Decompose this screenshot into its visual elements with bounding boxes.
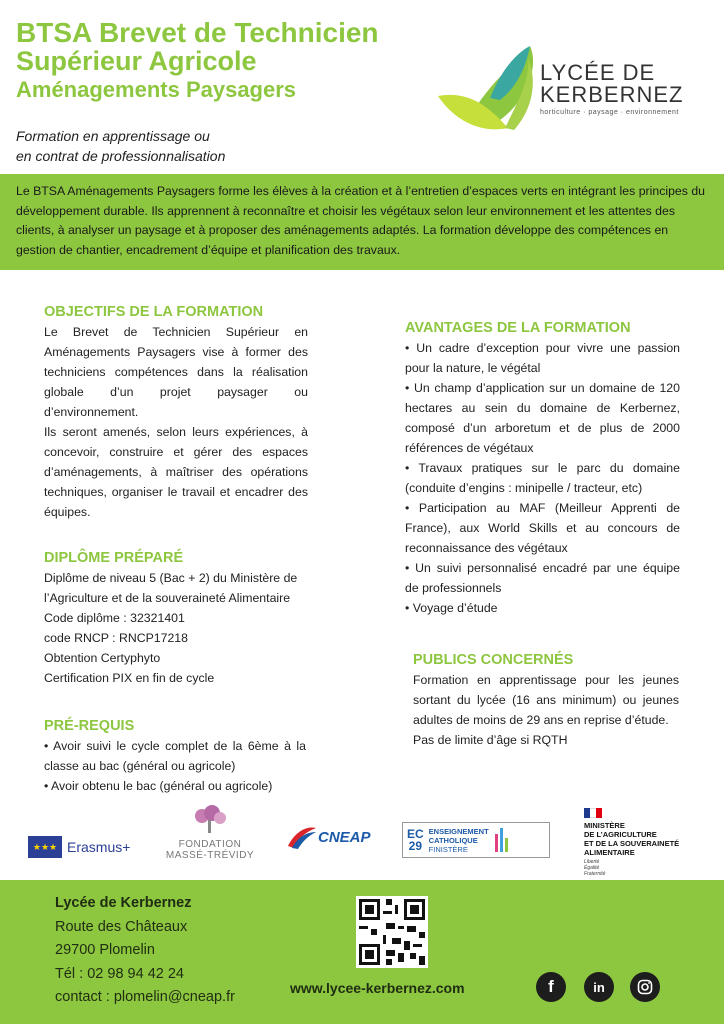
avantages-section: [405, 318, 680, 618]
fondation-line-2: MASSÉ-TRÉVIDY: [165, 850, 255, 861]
cneap-swoosh-icon: [286, 824, 318, 850]
footer-address: [55, 892, 235, 1010]
marianne-flag-icon: [584, 808, 602, 818]
title-line-1: BTSA Brevet de Technicien: [16, 17, 379, 48]
facebook-icon[interactable]: [536, 972, 566, 1002]
avantages-item: • Un cadre d’exception pour vivre une passion pour la nature, le végétal: [405, 341, 680, 375]
objectifs-heading: OBJECTIFS DE LA FORMATION: [44, 304, 264, 320]
prerequis-section: [44, 716, 306, 796]
school-logo-line-1: LYCÉE DE: [540, 60, 656, 85]
school-logo-tagline: horticulture · paysage · environnement: [540, 109, 679, 116]
diplome-heading: DIPLÔME PRÉPARÉ: [44, 550, 184, 566]
ec29-bars-icon: [495, 828, 508, 852]
ministere-line-1: MINISTÈRE: [584, 821, 625, 830]
diplome-line: Certification PIX en fin de cycle: [44, 671, 215, 685]
ec29-badge: [407, 828, 424, 852]
devise-2: Égalité: [584, 865, 600, 871]
eu-flag-icon: ★★★: [28, 836, 62, 858]
title-line-3: Aménagements Paysagers: [16, 76, 297, 102]
ec-line-1: EC: [407, 827, 424, 841]
ec-text-3: FINISTÈRE: [428, 844, 468, 854]
objectifs-paragraph-1: Le Brevet de Technicien Supérieur en Aménagements Paysagers vise à former des techniciens compétences dans la réalisation globale d’un projet paysager ou d’environnement.: [44, 325, 308, 419]
publics-heading: PUBLICS CONCERNÉS: [413, 652, 574, 668]
school-logo-line-2: KERBERNEZ: [540, 82, 684, 107]
tree-icon: [190, 804, 230, 834]
avantages-item: • Voyage d’étude: [405, 601, 498, 615]
intro-text: Le BTSA Aménagements Paysagers forme les élèves à la création et à l’entretien d’espaces verts en intégrant les principes du développement durable. Ils apprennent à reconnaître et choisir les végétaux selon leur environnement et les attentes des clients, à analyser un paysage et à proposer des aménagements adaptés. La formation développe des compétences en gestion de chantier, encadrement d’équipe et planification des travaux.: [16, 184, 706, 257]
footer: [0, 880, 724, 1024]
footer-school-name: Lycée de Kerbernez: [55, 895, 192, 911]
avantages-heading: AVANTAGES DE LA FORMATION: [405, 320, 631, 336]
page-title: [16, 18, 379, 101]
ec-line-2: 29: [408, 839, 423, 853]
partner-logos: [0, 800, 724, 880]
subtitle-line-1: Formation en apprentissage ou: [16, 128, 210, 144]
devise: [584, 859, 704, 877]
footer-email[interactable]: contact : plomelin@cneap.fr: [55, 989, 235, 1005]
diplome-line: code RNCP : RNCP17218: [44, 631, 188, 645]
publics-text-rqth: Pas de limite d’âge si RQTH: [413, 733, 568, 747]
instagram-icon[interactable]: [630, 972, 660, 1002]
publics-section: [413, 650, 679, 750]
cneap-label: CNEAP: [318, 828, 371, 846]
ec-text-2: CATHOLIQUE: [428, 835, 478, 845]
instagram-camera-icon: [637, 979, 653, 995]
avantages-item: • Travaux pratiques sur le parc du domaine (conduite d’engins : minipelle / tracteur, etc): [405, 461, 680, 495]
linkedin-glyph: in: [593, 979, 605, 995]
avantages-item: • Un champ d’application sur un domaine de 120 hectares au sein du domaine de Kerbernez, composé d’un arboretum et de plus de 2000 références de végétaux: [405, 381, 680, 455]
diplome-line: Obtention Certyphyto: [44, 651, 161, 665]
intro-band: [0, 174, 724, 270]
ec29-logo: [402, 822, 550, 858]
diplome-line: Code diplôme : 32321401: [44, 611, 185, 625]
erasmus-logo: [28, 836, 130, 858]
erasmus-label: Erasmus+: [67, 839, 131, 855]
fondation-line-1: FONDATION: [178, 839, 242, 850]
devise-1: Liberté: [584, 859, 600, 865]
objectifs-paragraph-2: Ils seront amenés, selon leurs expériences, à concevoir, construire et gérer des espaces d’aménagements, à maîtriser des opérations techniques, organiser le travail et encadrer des équipes.: [44, 425, 308, 519]
ministere-line-4: ALIMENTAIRE: [584, 848, 635, 857]
devise-3: Fraternité: [584, 871, 606, 877]
cneap-logo: [286, 824, 371, 850]
ministere-text: [584, 821, 704, 857]
subtitle: [16, 126, 225, 166]
ec-text-1: ENSEIGNEMENT: [428, 826, 489, 836]
qr-code-icon[interactable]: [356, 896, 428, 968]
prerequis-item: • Avoir suivi le cycle complet de la 6ème à la classe au bac (général ou agricole): [44, 739, 306, 773]
school-logo-text: [540, 62, 683, 116]
ministere-line-3: ET DE LA SOUVERAINETÉ: [584, 839, 680, 848]
footer-city: 29700 Plomelin: [55, 942, 155, 958]
diplome-section: [44, 548, 314, 688]
footer-street: Route des Châteaux: [55, 918, 188, 935]
diplome-line: Diplôme de niveau 5 (Bac + 2) du Ministère de: [44, 571, 298, 585]
linkedin-icon[interactable]: [584, 972, 614, 1002]
footer-phone[interactable]: Tél : 02 98 94 42 24: [55, 965, 184, 982]
ec29-text: [429, 827, 489, 854]
fondation-logo: [162, 804, 258, 861]
diplome-line: l’Agriculture et de la souveraineté Alimentaire: [44, 591, 291, 605]
prerequis-heading: PRÉ-REQUIS: [44, 718, 135, 734]
objectifs-section: [44, 302, 308, 522]
ministere-logo: [584, 808, 704, 877]
avantages-item: • Participation au MAF (Meilleur Apprenti de France), aux World Skills et au concours de reconnaissance des végétaux: [405, 501, 680, 555]
facebook-glyph: f: [548, 977, 554, 996]
prerequis-item: • Avoir obtenu le bac (général ou agricole): [44, 779, 273, 793]
subtitle-line-2: en contrat de professionnalisation: [16, 148, 226, 164]
ministere-line-2: DE L’AGRICULTURE: [584, 830, 657, 839]
footer-website-link[interactable]: www.lycee-kerbernez.com: [290, 980, 465, 996]
avantages-item: • Un suivi personnalisé encadré par une équipe de professionnels: [405, 561, 680, 595]
publics-text: Formation en apprentissage pour les jeunes sortant du lycée (16 ans minimum) ou jeunes adultes de moins de 29 ans en reprise d’étude.: [413, 673, 679, 727]
title-line-2: Supérieur Agricole: [16, 46, 257, 77]
